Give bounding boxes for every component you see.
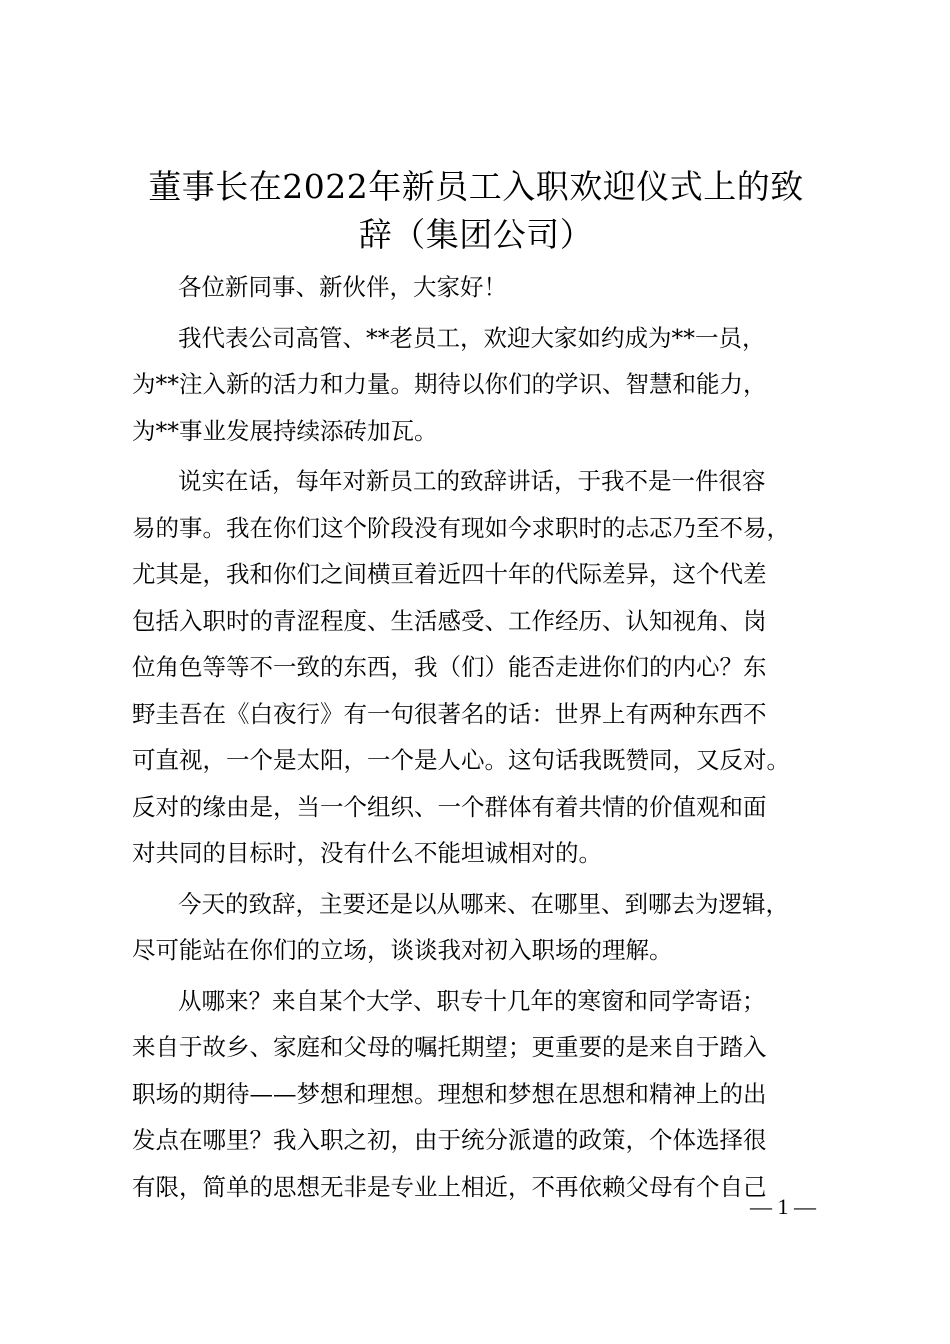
paragraph-line: 易的事。我在你们这个阶段没有现如今求职时的忐忑乃至不易， <box>132 513 790 542</box>
paragraph-line: 尽可能站在你们的立场，谈谈我对初入职场的理解。 <box>132 936 673 964</box>
paragraph-line: 为**事业发展持续添砖加瓦。 <box>132 416 438 445</box>
paragraph-line: 对共同的目标时，没有什么不能坦诚相对的。 <box>132 839 602 867</box>
paragraph-line: 我代表公司高管、**老员工，欢迎大家如约成为**一员， <box>178 323 766 352</box>
paragraph-line: 从哪来？来自某个大学、职专十几年的寒窗和同学寄语； <box>178 986 766 1015</box>
paragraph-welcome <box>132 315 820 455</box>
paragraph-line: 反对的缘由是，当一个组织、一个群体有着共情的价值观和面 <box>132 792 767 821</box>
paragraph-line: 可直视，一个是太阳，一个是人心。这句话我既赞同，又反对。 <box>132 746 790 774</box>
paragraph-greeting <box>132 264 820 311</box>
paragraph-line: 来自于故乡、家庭和父母的嘱托期望；更重要的是来自于踏入 <box>132 1033 767 1061</box>
title-line: 董事长在2022年新员工入职欢迎仪式上的致 <box>148 167 804 206</box>
paragraph-line: 各位新同事、新伙伴，大家好！ <box>178 273 507 301</box>
paragraph-line: 说实在话，每年对新员工的致辞讲话，于我不是一件很容 <box>178 467 766 495</box>
paragraph-line: 尤其是，我和你们之间横亘着近四十年的代际差异，这个代差 <box>132 560 767 588</box>
paragraph-line: 有限，简单的思想无非是专业上相近，不再依赖父母有个自己 <box>132 1172 767 1201</box>
title-line: 辞（集团公司） <box>358 215 594 254</box>
paragraph-today <box>132 881 820 974</box>
paragraph-line: 位角色等等不一致的东西，我（们）能否走进你们的内心？东 <box>132 653 767 681</box>
paragraph-line: 野圭吾在《白夜行》有一句很著名的话：世界上有两种东西不 <box>132 699 767 728</box>
paragraph-line: 今天的致辞，主要还是以从哪来、在哪里、到哪去为逻辑， <box>178 889 789 918</box>
paragraph-line: 为**注入新的活力和力量。期待以你们的学识、智慧和能力， <box>132 370 767 398</box>
paragraph-origin <box>132 978 820 1211</box>
page-number: — 1 — <box>750 1194 816 1219</box>
paragraph-line: 职场的期待——梦想和理想。理想和梦想在思想和精神上的出 <box>132 1079 767 1108</box>
paragraph-line: 包括入职时的青涩程度、生活感受、工作经历、认知视角、岗 <box>132 606 767 635</box>
document-body <box>132 264 820 1210</box>
document-title <box>132 163 820 259</box>
paragraph-line: 发点在哪里？我入职之初，由于统分派遣的政策，个体选择很 <box>132 1126 767 1154</box>
paragraph-reflection <box>132 458 820 877</box>
